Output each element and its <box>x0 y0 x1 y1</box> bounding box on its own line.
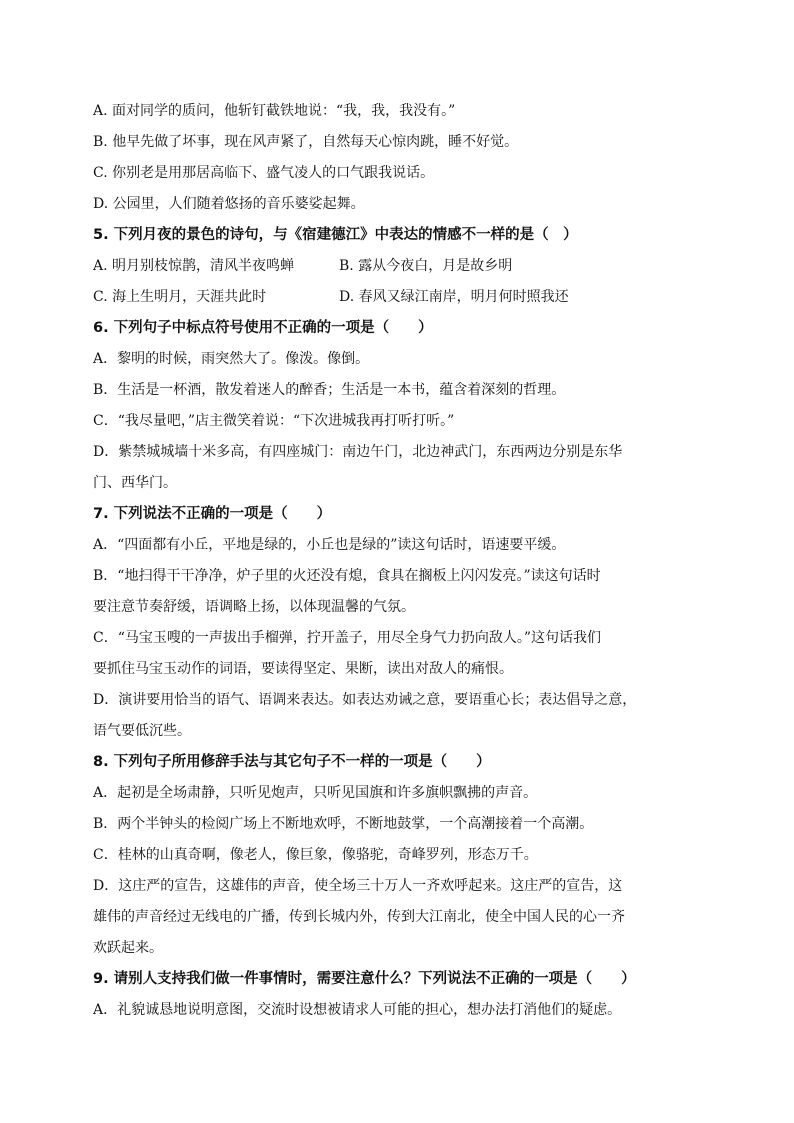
q6-option-c: C．“我尽量吧，”店主微笑着说：“下次进城我再打听打听。” <box>93 413 455 429</box>
q4-option-d: D. 公园里，人们随着悠扬的音乐婆娑起舞。 <box>93 196 365 212</box>
question-6-stem: 6. 下列句子中标点符号使用不正确的一项是（ ） <box>93 320 433 336</box>
q8-option-d-line-3: 欢跃起来。 <box>93 940 163 956</box>
q6-option-d-line-2: 门、西华门。 <box>93 475 177 491</box>
q7-option-c-line-1: C．“马宝玉嗖的一声拔出手榴弹，拧开盖子，用尽全身气力扔向敌人。”这句话我们 <box>93 630 602 646</box>
q5-options-row-1 <box>93 251 710 282</box>
q8-option-d-line-2: 雄伟的声音经过无线电的广播，传到长城内外，传到大江南北，使全中国人民的心一齐 <box>93 909 625 925</box>
q6-option-a: A．黎明的时候，雨突然大了。像泼。像倒。 <box>93 351 370 367</box>
q7-option-b-line-1: B．“地扫得干干净净，炉子里的火还没有熄，食具在搁板上闪闪发亮。”读这句话时 <box>93 568 601 584</box>
question-8-stem: 8. 下列句子所用修辞手法与其它句子不一样的一项是（ ） <box>93 754 491 770</box>
q6-option-b: B．生活是一杯酒，散发着迷人的醉香；生活是一本书，蕴含着深刻的哲理。 <box>93 382 566 398</box>
question-9-stem: 9. 请别人支持我们做一件事情时，需要注意什么？下列说法不正确的一项是（ ） <box>93 971 636 987</box>
q5-options-row-2 <box>93 282 710 313</box>
q8-option-d-line-1: D．这庄严的宣告，这雄伟的声音，使全场三十万人一齐欢呼起来。这庄严的宣告，这 <box>93 878 623 894</box>
q4-option-c: C. 你别老是用那居高临下、盛气凌人的口气跟我说话。 <box>93 165 435 181</box>
question-5-stem: 5. 下列月夜的景色的诗句，与《宿建德江》中表达的情感不一样的是（ ） <box>93 227 578 243</box>
q4-option-b: B. 他早先做了坏事，现在风声紧了，自然每天心惊肉跳，睡不好觉。 <box>93 134 519 150</box>
q8-option-b: B．两个半钟头的检阅广场上不断地欢呼，不断地鼓掌，一个高潮接着一个高潮。 <box>93 816 594 832</box>
question-7-stem: 7. 下列说法不正确的一项是（ ） <box>93 506 332 522</box>
q7-option-d-line-1: D．演讲要用恰当的语气、语调来表达。如表达劝诫之意，要语重心长；表达倡导之意， <box>93 692 637 708</box>
q7-option-c-line-2: 要抓住马宝玉动作的词语，要读得坚定、果断，读出对敌人的痛恨。 <box>93 661 513 677</box>
q4-option-a: A. 面对同学的质问，他斩钉截铁地说：“我，我，我没有。” <box>93 103 456 119</box>
q5-option-a: A. 明月别枝惊鹊，清风半夜鸣蝉 <box>93 258 295 274</box>
q8-option-c: C．桂林的山真奇啊，像老人，像巨象，像骆驼，奇峰罗列，形态万千。 <box>93 847 538 863</box>
q7-option-a: A．“四面都有小丘，平地是绿的，小丘也是绿的”读这句话时，语速要平缓。 <box>93 537 566 553</box>
q7-option-d-line-2: 语气要低沉些。 <box>93 723 191 739</box>
q7-option-b-line-2: 要注意节奏舒缓，语调略上扬，以体现温馨的气氛。 <box>93 599 415 615</box>
q8-option-a: A．起初是全场肃静，只听见炮声，只听见国旗和许多旗帜飘拂的声音。 <box>93 785 538 801</box>
q9-option-a: A．礼貌诚恳地说明意图，交流时设想被请求人可能的担心，想办法打消他们的疑虑。 <box>93 1002 622 1018</box>
q5-option-d: D. 春风又绿江南岸，明月何时照我还 <box>339 289 569 305</box>
q5-option-c: C. 海上生明月，天涯共此时 <box>93 289 267 305</box>
q6-option-d-line-1: D．紫禁城城墙十米多高，有四座城门：南边午门，北边神武门，东西两边分别是东华 <box>93 444 623 460</box>
q5-option-b: B. 露从今夜白，月是故乡明 <box>339 258 513 274</box>
